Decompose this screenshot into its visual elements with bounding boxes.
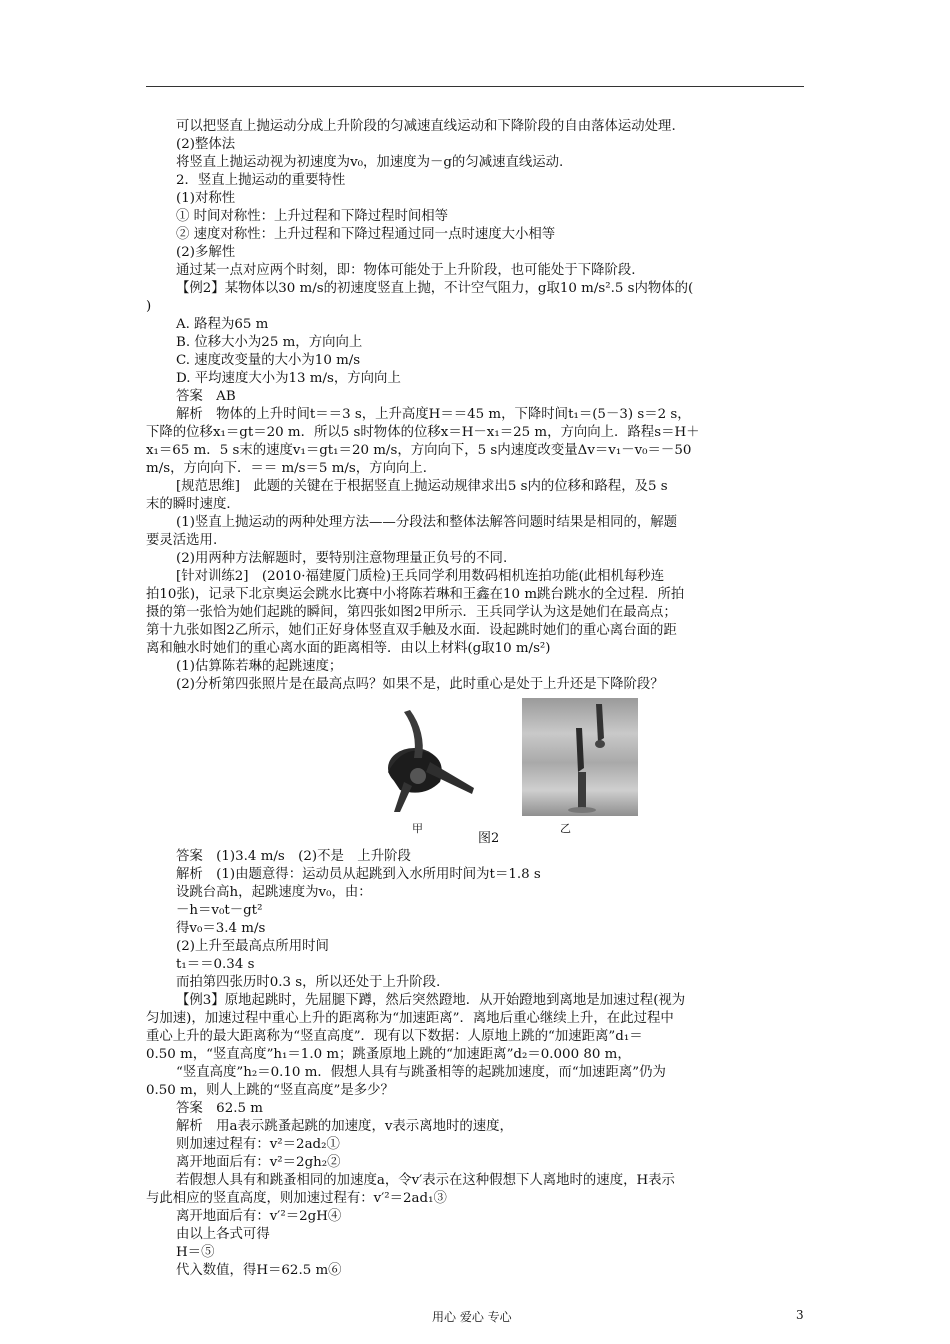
text-line: H＝⑤ xyxy=(176,1245,215,1260)
text-line: 【例3】原地起跳时，先屈腿下蹲，然后突然蹬地．从开始蹬地到离地是加速过程(视为 xyxy=(176,993,686,1008)
figure-2 xyxy=(146,698,806,848)
text-line: 离开地面后有：v′²＝2gH④ xyxy=(176,1209,342,1224)
text-line: 离开地面后有：v²＝2gh₂② xyxy=(176,1155,341,1170)
text-line: “竖直高度”h₂＝0.10 m．假想人具有与跳蚤相等的起跳加速度，而“加速距离”仍为 xyxy=(176,1065,666,1080)
text-line: (2)上升至最高点所用时间 xyxy=(176,939,329,954)
text-line: 0.50 m，“竖直高度”h₁＝1.0 m；跳蚤原地上跳的“加速距离”d₂＝0.000 80 m， xyxy=(146,1047,631,1062)
text-line: (2)分析第四张照片是在最高点吗？如果不是，此时重心是处于上升还是下降阶段？ xyxy=(176,677,664,692)
text-line: 解析 (1)由题意得：运动员从起跳到入水所用时间为t＝1.8 s xyxy=(176,867,541,882)
figure-label-yi: 乙 xyxy=(560,822,571,835)
text-line: B. 位移大小为25 m，方向向上 xyxy=(176,335,363,350)
text-line: [规范思维] 此题的关键在于根据竖直上抛运动规律求出5 s内的位移和路程，及5 s xyxy=(176,479,668,494)
text-line: C. 速度改变量的大小为10 m/s xyxy=(176,353,361,368)
text-line: (1)估算陈若琳的起跳速度； xyxy=(176,659,343,674)
text-line: 由以上各式可得 xyxy=(176,1227,270,1242)
text-line: 第十九张如图2乙所示，她们正好身体竖直双手触及水面．设起跳时她们的重心离台面的距 xyxy=(146,623,677,638)
text-line: 2．竖直上抛运动的重要特性 xyxy=(176,173,346,188)
text-line: 重心上升的最大距离称为“竖直高度”．现有以下数据：人原地上跳的“加速距离”d₁＝ xyxy=(146,1029,643,1044)
text-line: 可以把竖直上抛运动分成上升阶段的匀减速直线运动和下降阶段的自由落体运动处理. xyxy=(176,119,676,134)
diver-photo-yi xyxy=(522,698,638,816)
text-block-b xyxy=(146,848,806,1280)
text-line: t₁＝＝0.34 s xyxy=(176,957,255,972)
text-line: m/s，方向向下．＝＝ m/s＝5 m/s，方向向上． xyxy=(146,461,437,476)
text-line: D. 平均速度大小为13 m/s，方向向上 xyxy=(176,371,401,386)
text-line: ) xyxy=(146,299,152,314)
text-line: 离和触水时她们的重心离水面的距离相等．由以上材料(g取10 m/s²) xyxy=(146,641,551,656)
text-line: 答案 (1)3.4 m/s (2)不是 上升阶段 xyxy=(176,849,411,864)
text-line: 解析 用a表示跳蚤起跳的加速度，v表示离地时的速度， xyxy=(176,1119,513,1134)
figure-title: 图2 xyxy=(478,831,500,846)
text-line: 得v₀＝3.4 m/s xyxy=(176,921,266,936)
text-line: 答案 62.5 m xyxy=(176,1101,263,1116)
text-line: 摄的第一张恰为她们起跳的瞬间，第四张如图2甲所示．王兵同学认为这是她们在最高点； xyxy=(146,605,677,620)
text-line: 要灵活选用. xyxy=(146,533,218,548)
text-line: 解析 物体的上升时间t＝＝3 s，上升高度H＝＝45 m，下降时间t₁＝(5－3) s＝2 s， xyxy=(176,407,691,422)
text-line: 代入数值，得H＝62.5 m⑥ xyxy=(176,1263,342,1278)
footer-slogan: 用心 爱心 专心 xyxy=(432,1310,512,1324)
text-line: 末的瞬时速度． xyxy=(146,497,240,512)
text-line: 而拍第四张历时0.3 s，所以还处于上升阶段． xyxy=(176,975,450,990)
figure-label-jia: 甲 xyxy=(412,822,423,835)
text-line: 0.50 m，则人上跳的“竖直高度”是多少？ xyxy=(146,1083,394,1098)
text-line: 设跳台高h，起跳速度为v₀，由： xyxy=(176,885,372,900)
text-line: (1)竖直上抛运动的两种处理方法——分段法和整体法解答问题时结果是相同的，解题 xyxy=(176,515,678,530)
text-line: x₁＝65 m．5 s末的速度v₁＝gt₁＝20 m/s，方向向下，5 s内速度改变量Δv＝v₁－v₀＝－50 xyxy=(146,443,692,458)
page-content xyxy=(146,118,806,1280)
text-line: ② 速度对称性：上升过程和下降过程通过同一点时速度大小相等 xyxy=(176,227,556,242)
header-rule xyxy=(146,86,804,87)
text-line: (2)用两种方法解题时，要特别注意物理量正负号的不同. xyxy=(176,551,508,566)
text-line: 【例2】某物体以30 m/s的初速度竖直上抛，不计空气阻力，g取10 m/s².5 s内物体的( xyxy=(176,281,694,296)
text-line: (2)多解性 xyxy=(176,245,236,260)
text-line: ① 时间对称性：上升过程和下降过程时间相等 xyxy=(176,209,449,224)
text-line: 则加速过程有：v²＝2ad₂① xyxy=(176,1137,340,1152)
text-line: 若假想人具有和跳蚤相同的加速度a，令v′表示在这种假想下人离地时的速度，H表示 xyxy=(176,1173,675,1188)
text-line: 答案 AB xyxy=(176,389,236,404)
text-line: 通过某一点对应两个时刻，即：物体可能处于上升阶段，也可能处于下降阶段. xyxy=(176,263,636,278)
text-line: 与此相应的竖直高度，则加速过程有：v′²＝2ad₁③ xyxy=(146,1191,447,1206)
text-line: －h＝v₀t－gt² xyxy=(176,903,263,918)
text-line: 将竖直上抛运动视为初速度为v₀，加速度为－g的匀减速直线运动. xyxy=(176,155,564,170)
text-line: [针对训练2] (2010·福建厦门质检)王兵同学利用数码相机连拍功能(此相机每秒连 xyxy=(176,569,665,584)
text-line: 下降的位移x₁＝gt＝20 m．所以5 s时物体的位移x＝H－x₁＝25 m，方向向上．路程s＝H＋ xyxy=(146,425,700,440)
text-line: (2)整体法 xyxy=(176,137,236,152)
text-block-a xyxy=(146,118,806,694)
page-number: 3 xyxy=(796,1308,804,1322)
diver-photo-jia xyxy=(374,702,492,814)
text-line: 匀加速)，加速过程中重心上升的距离称为“加速距离”．离地后重心继续上升，在此过程中 xyxy=(146,1011,674,1026)
text-line: A. 路程为65 m xyxy=(176,317,269,332)
text-line: (1)对称性 xyxy=(176,191,236,206)
text-line: 拍10张)，记录下北京奥运会跳水比赛中小将陈若琳和王鑫在10 m跳台跳水的全过程．所拍 xyxy=(146,587,685,602)
